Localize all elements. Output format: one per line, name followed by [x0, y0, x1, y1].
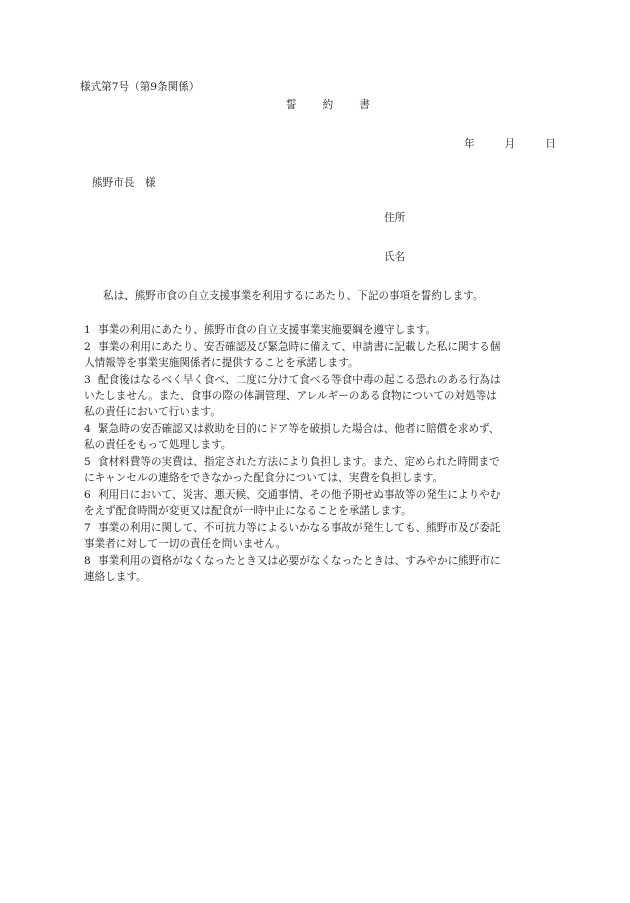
item-number: 2: [84, 341, 91, 353]
item-number: 8: [84, 555, 91, 567]
date-day-label: 日: [545, 138, 556, 150]
item-number: 3: [84, 374, 91, 386]
item-text: をえず配食時間が変更又は配食が一時中止になることを承諾します。: [84, 505, 412, 517]
item-number: 5: [84, 456, 91, 468]
addressee: 熊野市長 様: [92, 177, 156, 189]
date-month-label: 月: [504, 138, 516, 150]
item-text: 事業の利用にあたり、熊野市食の自立支援事業実施要綱を遵守します。: [98, 324, 437, 336]
item-text: 連絡します。: [84, 571, 147, 583]
item-text: にキャンセルの連絡をできなかった配食分については、実費を負担します。: [84, 472, 444, 484]
pledge-item: [78, 520, 548, 552]
item-text: 緊急時の安否確認又は救助を目的にドア等を破損した場合は、他者に賠償を求めず、: [98, 423, 500, 435]
pledge-item: [78, 454, 548, 486]
document-title: [286, 98, 370, 112]
pledge-item: [78, 553, 548, 585]
item-text: 食材料費等の実費は、指定された方法により負担します。また、定められた時間まで: [98, 456, 500, 468]
item-text: 事業者に対して一切の責任を問いません。: [84, 538, 286, 550]
item-text: いたしません。また、食事の際の体調管理、アレルギーのある食物についての対処等は: [84, 390, 497, 402]
pledge-intro: 私は、熊野市食の自立支援事業を利用するにあたり、下記の事項を誓約します。: [103, 290, 484, 302]
item-text: 事業利用の資格がなくなったとき又は必要がなくなったときは、すみやかに熊野市に: [98, 555, 501, 567]
pledge-items-list: [78, 322, 548, 586]
item-number: 7: [84, 522, 91, 534]
pledge-item: [78, 372, 548, 420]
title-char: 約: [322, 99, 334, 111]
date-year-label: 年: [464, 138, 475, 150]
date-line: [464, 137, 556, 151]
item-text: 私の責任をもって処理します。: [84, 439, 232, 451]
address-label: 住所: [384, 212, 406, 224]
pledge-item: [78, 322, 548, 338]
pledge-item: [78, 339, 548, 371]
item-text: 利用日において、災害、悪天候、交通事情、その他予期せぬ事故等の発生によりやむ: [98, 489, 501, 501]
title-char: 誓: [286, 99, 297, 111]
name-label: 氏名: [384, 251, 406, 263]
item-number: 4: [84, 423, 91, 435]
item-text: 私の責任において行います。: [84, 406, 221, 418]
item-text: 事業の利用に関して、不可抗力等によるいかなる事故が発生しても、熊野市及び委託: [98, 522, 501, 534]
pledge-item: [78, 487, 548, 519]
item-number: 6: [84, 489, 91, 501]
item-text: 配食後はなるべく早く食べ、二度に分けて食べる等食中毒の起こる恐れのある行為は: [98, 374, 501, 386]
title-char: 書: [359, 99, 370, 111]
item-text: 事業の利用にあたり、安否確認及び緊急時に備えて、申請書に記載した私に関する個: [98, 341, 501, 353]
item-text: 人情報等を事業実施関係者に提供することを承諾します。: [84, 357, 359, 369]
form-number: 様式第7号（第9条関係）: [80, 81, 200, 93]
pledge-item: [78, 421, 548, 453]
item-number: 1: [84, 324, 91, 336]
